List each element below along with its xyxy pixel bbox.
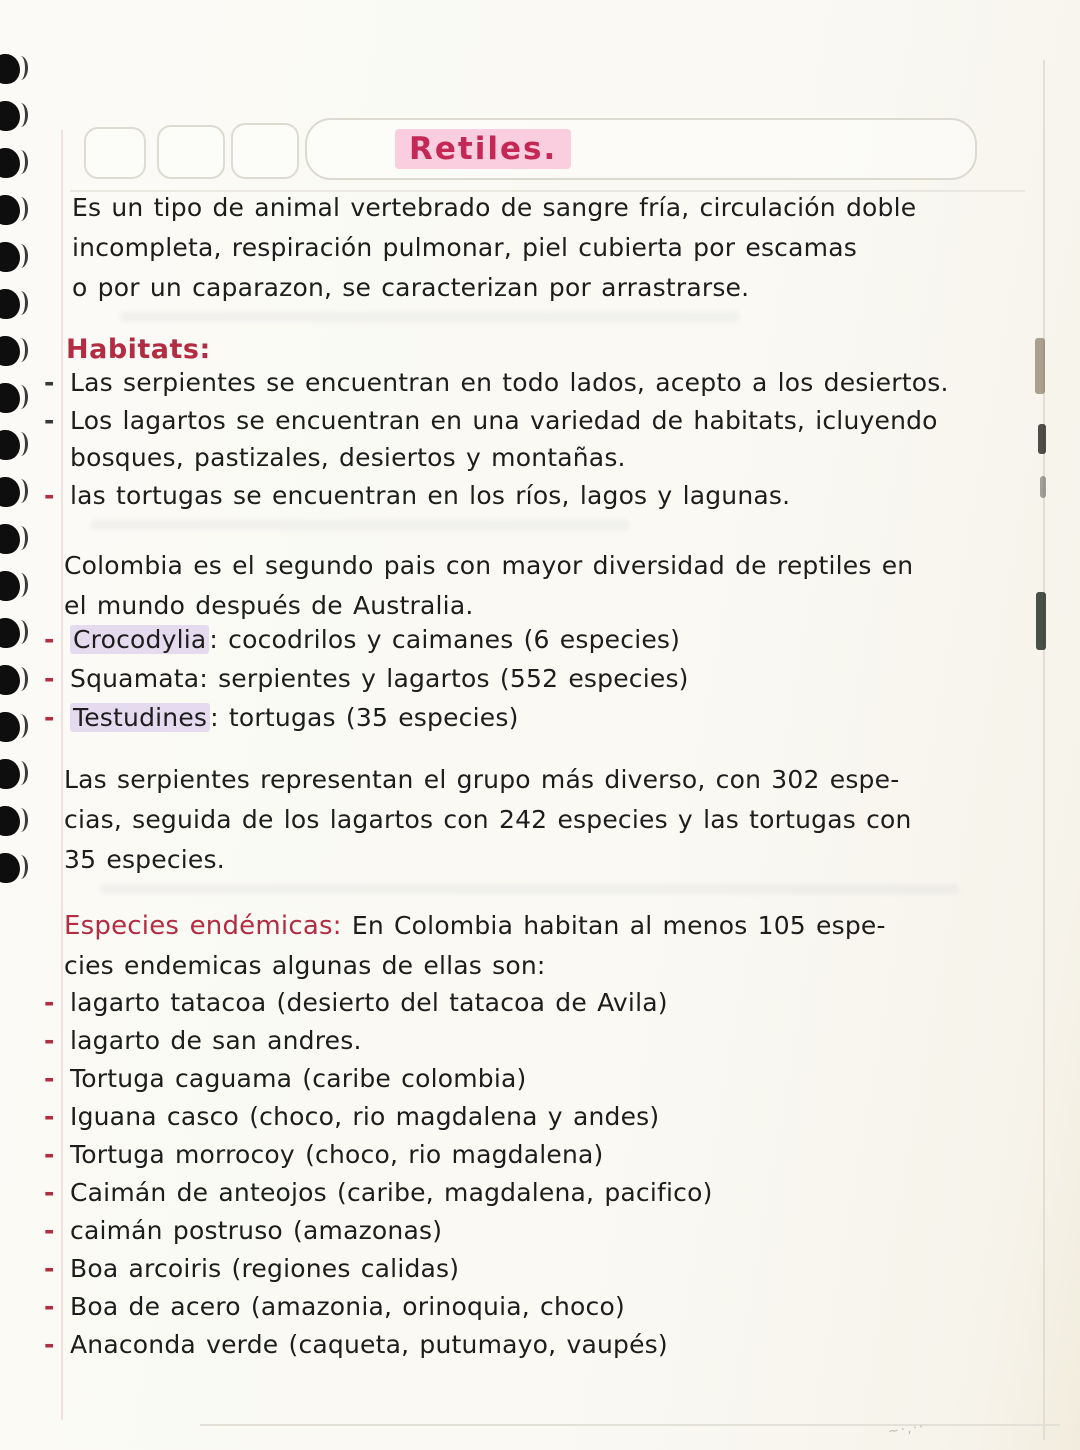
dash-bullet: -: [44, 1026, 55, 1055]
dash-bullet: -: [44, 1330, 55, 1359]
list-item: - Anaconda verde (caqueta, putumayo, vaupés): [44, 1326, 713, 1364]
list-item: - Boa arcoiris (regiones calidas): [44, 1250, 713, 1288]
taxon-name: Testudines: [70, 703, 210, 732]
page-edge-mark: [1038, 424, 1046, 454]
text-line: Colombia es el segundo pais con mayor diversidad de reptiles en: [64, 551, 914, 580]
spiral-coil-icon: [0, 759, 20, 789]
spiral-coil-icon: [0, 336, 20, 366]
dash-bullet: -: [44, 1292, 55, 1321]
dash-bullet: -: [44, 405, 55, 435]
list-item: - Iguana casco (choco, rio magdalena y andes): [44, 1098, 713, 1136]
bleed-through: [120, 312, 740, 322]
title-highlight: [395, 129, 571, 169]
text-line: Las serpientes representan el grupo más diverso, con 302 espe-: [64, 765, 900, 794]
text-line: Especies endémicas: En Colombia habitan al menos 105 espe-: [64, 911, 886, 941]
spiral-coil-icon: [0, 383, 20, 413]
dash-bullet: -: [44, 703, 55, 732]
page-bottom-edge: [200, 1424, 1060, 1426]
title-banner: [305, 118, 977, 180]
spiral-binding: [0, 54, 20, 883]
dash-bullet: -: [44, 1254, 55, 1283]
dash-bullet: -: [44, 1102, 55, 1131]
list-item: - lagarto de san andres.: [44, 1022, 713, 1060]
page-edge-mark: [1035, 338, 1045, 394]
dash-bullet: -: [44, 988, 55, 1017]
list-item: - Crocodylia : cocodrilos y caimanes (6 especies): [44, 620, 689, 659]
text-line: cies endemicas algunas de ellas son:: [64, 951, 546, 980]
header-box: [157, 125, 225, 179]
spiral-coil-icon: [0, 101, 20, 131]
spiral-coil-icon: [0, 524, 20, 554]
spiral-coil-icon: [0, 242, 20, 272]
spiral-coil-icon: [0, 430, 20, 460]
taxon-name: Squamata: [70, 664, 200, 693]
list-item: - Boa de acero (amazonia, orinoquia, choco): [44, 1288, 713, 1326]
text-line: Es un tipo de animal vertebrado de sangre fría, circulación doble: [72, 193, 917, 222]
spiral-coil-icon: [0, 712, 20, 742]
header-box: [231, 123, 299, 179]
spiral-coil-icon: [0, 571, 20, 601]
list-item: - Las serpientes se encuentran en todo lados, acepto a los desiertos.: [44, 364, 949, 402]
corner-scribble: ~·,··: [887, 1419, 927, 1440]
spiral-coil-icon: [0, 289, 20, 319]
list-item: - las tortugas se encuentran en los ríos, lagos y lagunas.: [44, 477, 949, 515]
intro-paragraph: [72, 188, 916, 308]
spiral-coil-icon: [0, 54, 20, 84]
spiral-coil-icon: [0, 806, 20, 836]
habitats-heading: Habitats:: [66, 334, 211, 365]
diversity-paragraph: [64, 546, 913, 626]
page-edge-mark: [1036, 592, 1046, 650]
list-item: - lagarto tatacoa (desierto del tatacoa de Avila): [44, 984, 713, 1022]
spiral-coil-icon: [0, 853, 20, 883]
dash-bullet: -: [44, 1064, 55, 1093]
spiral-coil-icon: [0, 195, 20, 225]
spiral-coil-icon: [0, 148, 20, 178]
bleed-through: [100, 884, 960, 894]
dash-bullet: -: [44, 664, 55, 693]
bleed-through: [90, 520, 630, 530]
page-edge-mark: [1040, 476, 1046, 498]
header-box: [84, 127, 146, 179]
text-line: 35 especies.: [64, 845, 225, 874]
endemic-heading: Especies endémicas:: [64, 911, 342, 941]
text-line: o por un caparazon, se caracterizan por arrastrarse.: [72, 273, 750, 302]
list-item: - Testudines : tortugas (35 especies): [44, 698, 689, 737]
spiral-coil-icon: [0, 665, 20, 695]
taxon-name: Crocodylia: [70, 625, 209, 654]
list-item: - Tortuga morrocoy (choco, rio magdalena): [44, 1136, 713, 1174]
spiral-coil-icon: [0, 618, 20, 648]
dash-bullet: -: [44, 625, 55, 654]
dash-bullet: -: [44, 1140, 55, 1169]
spiral-coil-icon: [0, 477, 20, 507]
dash-bullet: -: [44, 1216, 55, 1245]
list-item: - Squamata: serpientes y lagartos (552 especies): [44, 659, 689, 698]
text-line: el mundo después de Australia.: [64, 591, 474, 620]
dash-bullet: -: [44, 480, 55, 510]
endemic-list: [44, 984, 713, 1364]
list-item: bosques, pastizales, desiertos y montañas.: [70, 443, 626, 472]
text-line: cias, seguida de los lagartos con 242 especies y las tortugas con: [64, 805, 912, 834]
list-item: - Caimán de anteojos (caribe, magdalena, pacifico): [44, 1174, 713, 1212]
page-right-edge: [1043, 60, 1045, 1440]
page-title: Retiles.: [409, 131, 558, 167]
list-item: - Tortuga caguama (caribe colombia): [44, 1060, 713, 1098]
taxa-list: [44, 620, 689, 737]
endemic-intro: [64, 906, 886, 986]
groups-paragraph: [64, 760, 912, 880]
dash-bullet: -: [44, 368, 55, 397]
dash-bullet: -: [44, 1178, 55, 1207]
text-line: incompleta, respiración pulmonar, piel cubierta por escamas: [72, 233, 857, 262]
list-item: - caimán postruso (amazonas): [44, 1212, 713, 1250]
list-item: - Los lagartos se encuentran en una variedad de habitats, icluyendo: [44, 402, 949, 440]
habitats-list: [44, 364, 949, 514]
